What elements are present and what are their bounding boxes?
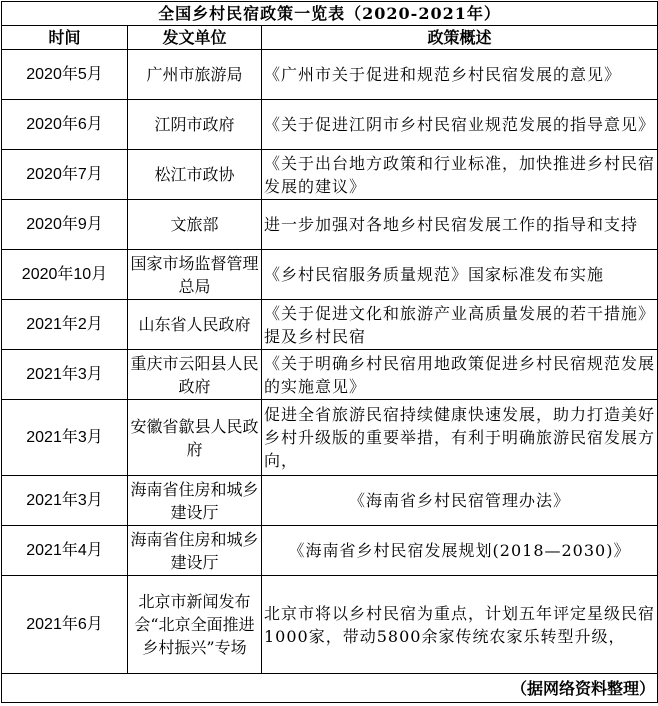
row-unit: 海南省住房和城乡建设厅 bbox=[128, 476, 262, 526]
table-row bbox=[2, 526, 658, 576]
header-unit: 发文单位 bbox=[128, 26, 262, 50]
table-title: 全国乡村民宿政策一览表（2020-2021年） bbox=[2, 2, 658, 26]
row-unit: 江阴市政府 bbox=[128, 100, 262, 150]
source-row bbox=[2, 674, 658, 703]
row-desc: 《乡村民宿服务质量规范》国家标准发布实施 bbox=[262, 250, 658, 300]
row-time: 2021年3月 bbox=[2, 350, 128, 400]
source-note: （据网络资料整理） bbox=[2, 674, 658, 703]
table-row bbox=[2, 200, 658, 250]
row-unit: 安徽省歙县人民政府 bbox=[128, 400, 262, 476]
table-row bbox=[2, 476, 658, 526]
table-row bbox=[2, 150, 658, 200]
row-time: 2020年10月 bbox=[2, 250, 128, 300]
table-row bbox=[2, 350, 658, 400]
row-unit: 海南省住房和城乡建设厅 bbox=[128, 526, 262, 576]
row-desc: 《海南省乡村民宿管理办法》 bbox=[262, 476, 658, 526]
row-desc: 进一步加强对各地乡村民宿发展工作的指导和支持 bbox=[262, 200, 658, 250]
row-unit: 北京市新闻发布会“北京全面推进乡村振兴”专场 bbox=[128, 576, 262, 674]
row-time: 2021年2月 bbox=[2, 300, 128, 350]
row-desc: 《关于促进文化和旅游产业高质量发展的若干措施》提及乡村民宿 bbox=[262, 300, 658, 350]
header-time: 时间 bbox=[2, 26, 128, 50]
table-row bbox=[2, 100, 658, 150]
row-unit: 山东省人民政府 bbox=[128, 300, 262, 350]
policy-table bbox=[1, 1, 658, 703]
row-desc: 《关于明确乡村民宿用地政策促进乡村民宿规范发展的实施意见》 bbox=[262, 350, 658, 400]
row-time: 2021年6月 bbox=[2, 576, 128, 674]
row-time: 2020年9月 bbox=[2, 200, 128, 250]
table-row bbox=[2, 250, 658, 300]
row-desc: 《关于出台地方政策和行业标准，加快推进乡村民宿发展的建议》 bbox=[262, 150, 658, 200]
row-desc: 《广州市关于促进和规范乡村民宿发展的意见》 bbox=[262, 50, 658, 100]
table-row bbox=[2, 400, 658, 476]
row-unit: 广州市旅游局 bbox=[128, 50, 262, 100]
row-time: 2020年5月 bbox=[2, 50, 128, 100]
row-unit: 松江市政协 bbox=[128, 150, 262, 200]
row-desc: 《关于促进江阴市乡村民宿业规范发展的指导意见》 bbox=[262, 100, 658, 150]
row-time: 2020年6月 bbox=[2, 100, 128, 150]
row-desc: 《海南省乡村民宿发展规划(2018—2030)》 bbox=[262, 526, 658, 576]
table-row bbox=[2, 576, 658, 674]
row-time: 2021年4月 bbox=[2, 526, 128, 576]
row-desc: 促进全省旅游民宿持续健康快速发展，助力打造美好乡村升级版的重要举措，有利于明确旅游民宿发展方向， bbox=[262, 400, 658, 476]
row-time: 2021年3月 bbox=[2, 400, 128, 476]
row-time: 2020年7月 bbox=[2, 150, 128, 200]
row-desc: 北京市将以乡村民宿为重点，计划五年评定星级民宿1000家，带动5800余家传统农家乐转型升级， bbox=[262, 576, 658, 674]
row-unit: 国家市场监督管理总局 bbox=[128, 250, 262, 300]
table-row bbox=[2, 50, 658, 100]
header-desc: 政策概述 bbox=[262, 26, 658, 50]
row-unit: 重庆市云阳县人民政府 bbox=[128, 350, 262, 400]
title-row bbox=[2, 2, 658, 26]
row-unit: 文旅部 bbox=[128, 200, 262, 250]
table-row bbox=[2, 300, 658, 350]
header-row bbox=[2, 26, 658, 50]
row-time: 2021年3月 bbox=[2, 476, 128, 526]
